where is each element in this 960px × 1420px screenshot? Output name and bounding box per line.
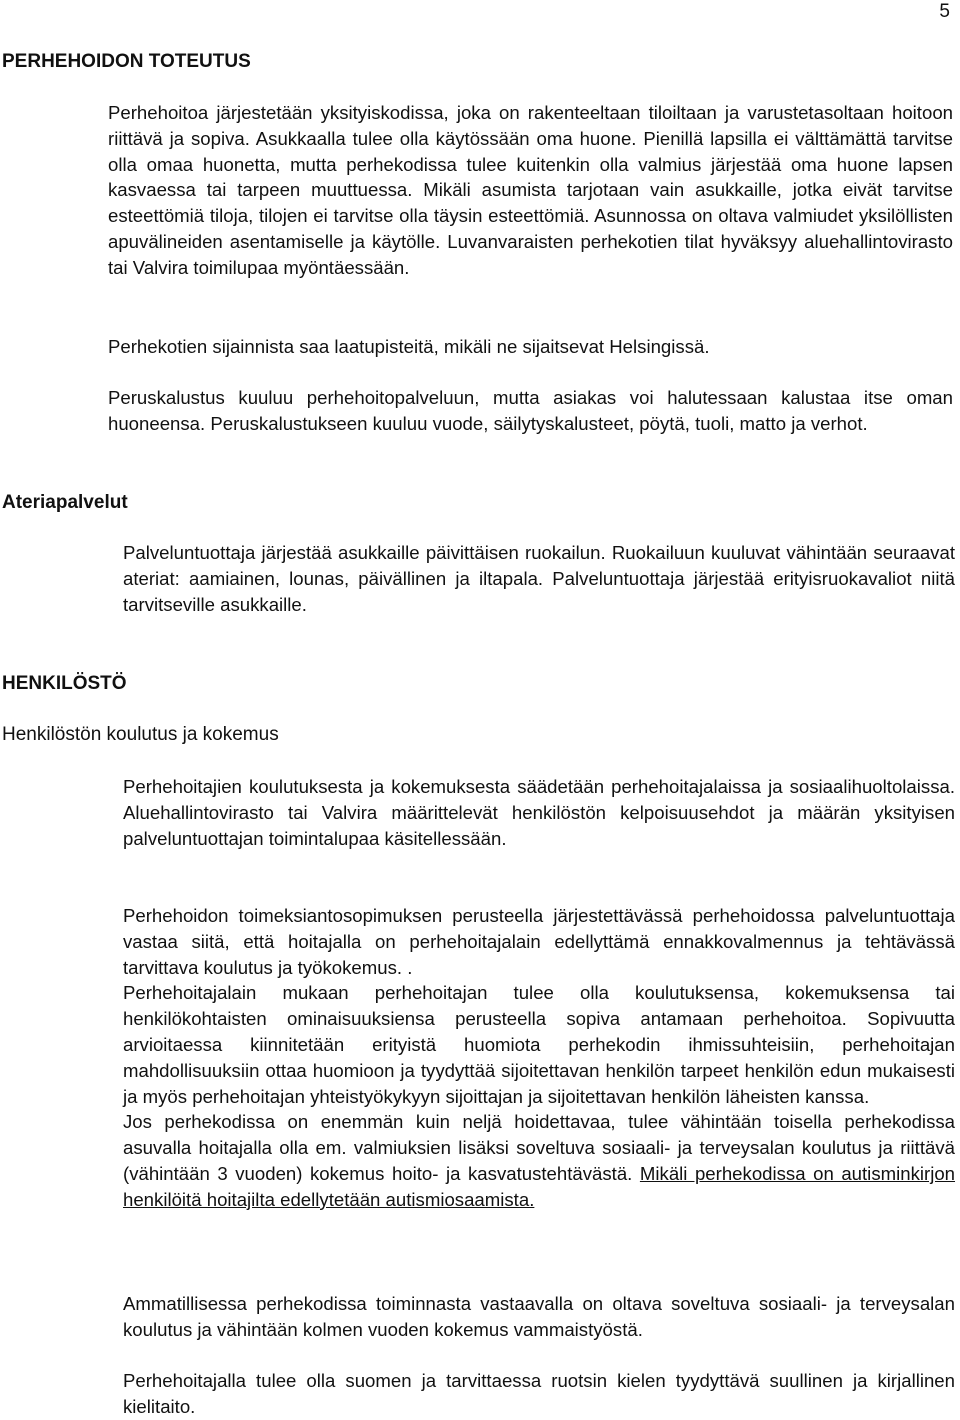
paragraph-facilities: Perhehoitoa järjestetään yksityiskodissa, joka on rakenteeltaan tiloiltaan ja varustetasoltaan hoitoon riittävä ja sopiva. Asukkaalla tulee olla käytössään oma huone. Pienillä lapsilla ei välttämättä tarvitse olla omaa huonetta, mutta perhekodissa tulee kuitenkin olla valmius järjestää oma huone lapsen kasvaessa tai tarpeen muuttuessa. Mikäli asumista tarjotaan vain asukkaille, jotka eivät tarvitse esteettömiä tiloja, tilojen ei tarvitse olla täysin esteettömiä. Asunnossa on oltava valmiudet yksilöllisten apuvälineiden asentamiselle ja käytölle. Luvanvaraisten perhekotien tilat hyväksyy aluehallintovirasto tai Valvira toimilupaa myöntäessään. <box>108 102 953 278</box>
paragraph-meals: Palveluntuottaja järjestää asukkaille päivittäisen ruokailun. Ruokailuun kuuluvat vähintään seuraavat ateriat: aamiainen, lounas, päivällinen ja iltapala. Palveluntuottaja järjestää erityisruokavaliot niitä tarvitseville asukkaille. <box>123 542 955 615</box>
paragraph-furniture: Peruskalustus kuuluu perhehoitopalveluun, mutta asiakas voi halutessaan kalustaa itse oman huoneensa. Peruskalustukseen kuuluu vuode, säilytyskalusteet, pöytä, tuoli, matto ja verhot. <box>108 387 953 434</box>
paragraph-commission: Perhehoidon toimeksiantosopimuksen perusteella järjestettävässä perhehoidossa palveluntuottaja vastaa siitä, että hoitajalla on perhehoitajalain edellyttämä ennakkovalmennus ja tehtävässä tarvittava koulutus ja työkokemus. . <box>123 905 955 978</box>
subsection-title-koulutus: Henkilöstön koulutus ja kokemus <box>2 724 279 745</box>
paragraph-language: Perhehoitajalla tulee olla suomen ja tarvittaessa ruotsin kielen tyydyttävä suullinen ja kirjallinen kielitaito. <box>123 1370 955 1417</box>
four-clients-text: Jos perhekodissa on enemmän kuin neljä hoidettavaa, tulee vähintään toisella perhekodissa asuvalla hoitajalla olla em. valmiuksien lisäksi soveltuva sosiaali- ja terveysalan koulutus ja riittävä (vähintään 3 vuoden) kokemus hoito- ja kasvatustehtävästä. <box>123 1111 955 1184</box>
section-title-henkilosto: HENKILÖSTÖ <box>2 673 127 694</box>
section-title-ateriapalvelut: Ateriapalvelut <box>2 492 128 513</box>
paragraph-location: Perhekotien sijainnista saa laatupisteitä, mikäli ne sijaitsevat Helsingissä. <box>108 336 710 357</box>
paragraph-staff-qualifications: Perhehoitajien koulutuksesta ja kokemuksesta säädetään perhehoitajalaissa ja sosiaalihuoltolaissa. Aluehallintovirasto tai Valvira määrittelevät henkilöstön kelpoisuusehdot ja määrän yksityisen palveluntuottajan toimintalupaa käsitellessään. <box>123 776 955 849</box>
paragraph-four-clients <box>123 1109 955 1212</box>
paragraph-group-commission <box>123 903 955 1213</box>
autism-requirement-text: Mikäli perhekodissa on autisminkirjon henkilöitä hoitajilta edellytetään autismiosaamista. <box>123 1162 956 1210</box>
paragraph-professional-home: Ammatillisessa perhekodissa toiminnasta vastaavalla on oltava soveltuva sosiaali- ja terveysalan koulutus ja vähintään kolmen vuoden kokemus vammaistyöstä. <box>123 1293 955 1340</box>
section-title-perhehoidon-toteutus: PERHEHOIDON TOTEUTUS <box>2 51 251 72</box>
page-number: 5 <box>939 1 950 22</box>
paragraph-suitability: Perhehoitajalain mukaan perhehoitajan tulee olla koulutuksensa, kokemuksensa tai henkilökohtaisten ominaisuuksiensa perusteella sopiva antamaan perhehoitoa. Sopivuutta arvioitaessa kiinnitetään erityistä huomiota perhekodin ihmissuhteisiin, perhehoitajan mahdollisuuksiin ottaa huomioon ja tyydyttää sijoitettavan henkilön tarpeet henkilön edun mukaisesti ja myös perhehoitajan yhteistyökykyyn sijoittajan ja sijoitettavan henkilön läheisten kanssa. <box>123 982 955 1107</box>
